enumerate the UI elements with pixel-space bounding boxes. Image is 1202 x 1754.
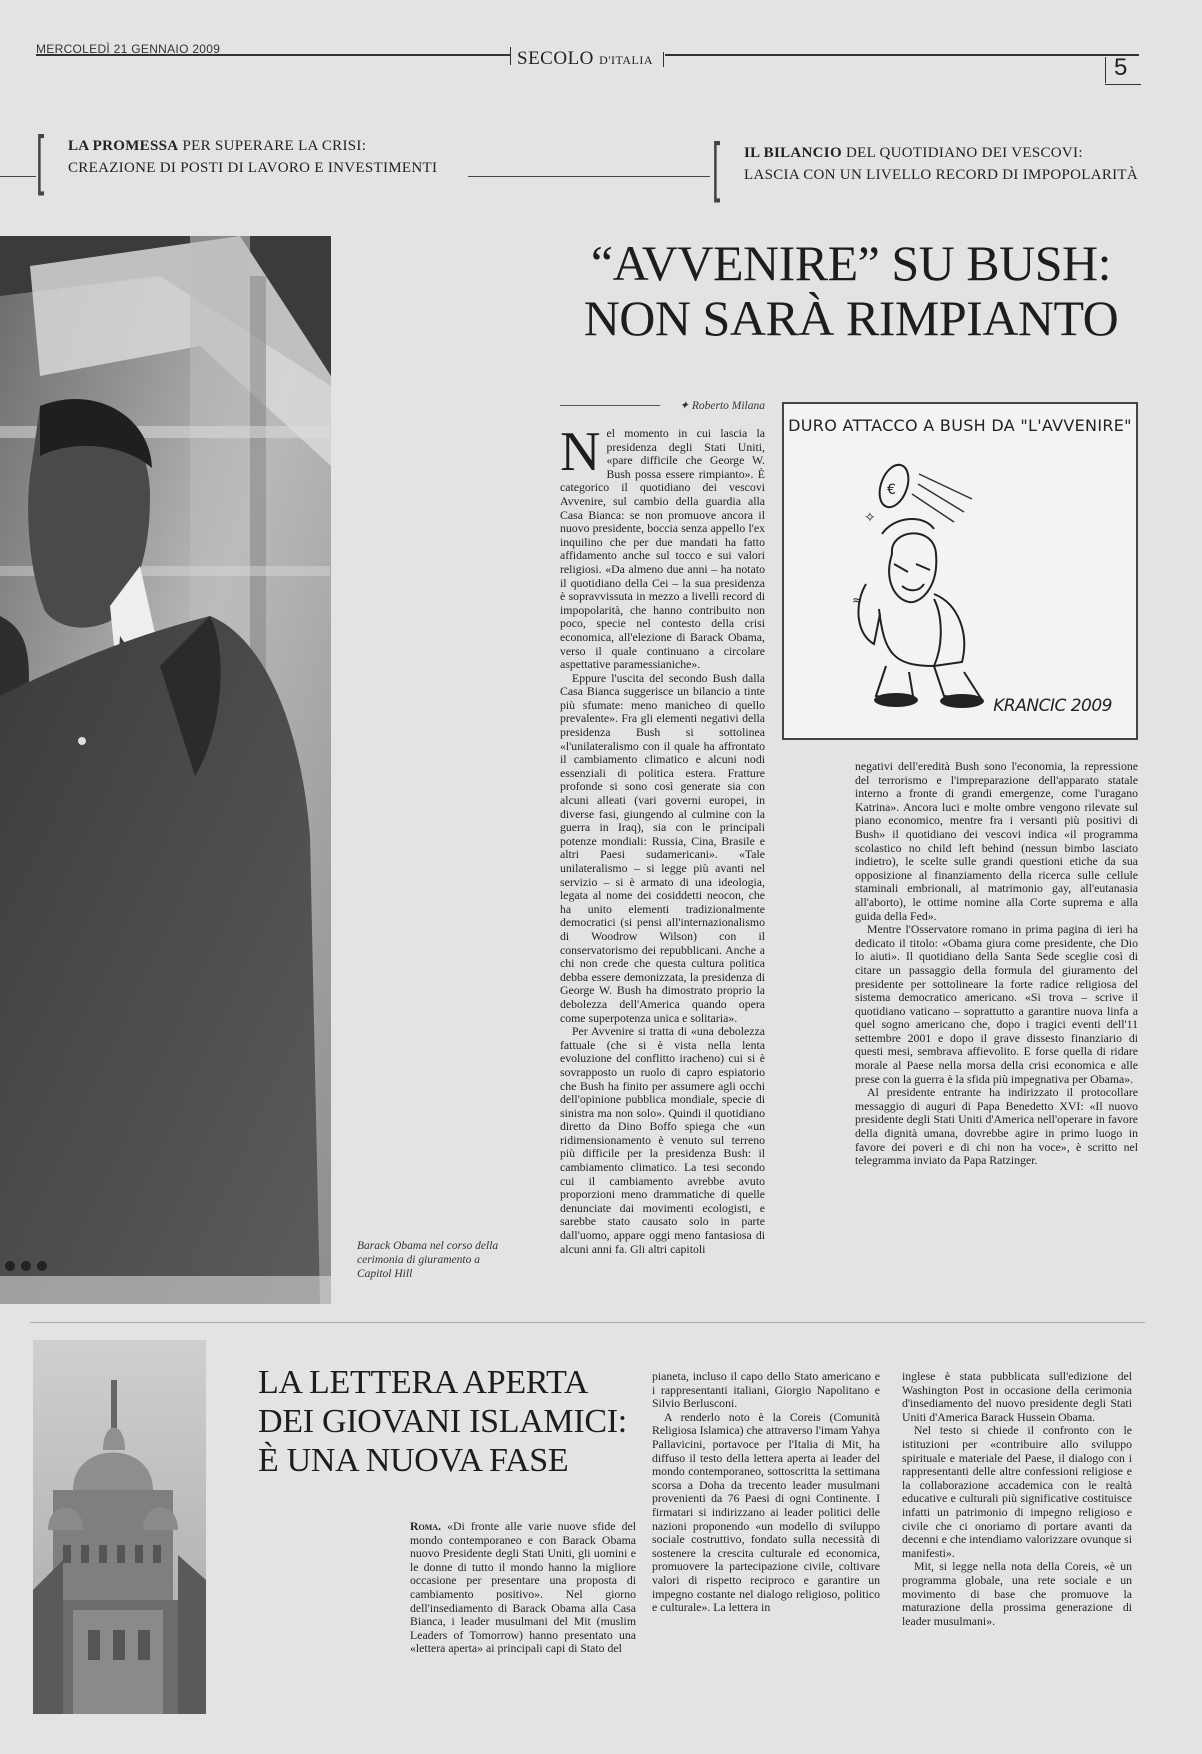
header-divider [663,52,664,67]
kicker-right-rest: DEL QUOTIDIANO DEI VESCOVI: [845,145,1083,161]
second-headline-line1: LA LETTERA APERTA [258,1364,589,1401]
cartoon-title: DURO ATTACCO A BUSH DA "L'AVVENIRE" [788,416,1132,435]
main-headline-line2: NON SARÀ RIMPIANTO [583,290,1119,346]
svg-text:€: € [887,482,896,498]
kicker-left-line2: CREAZIONE DI POSTI DI LAVORO E INVESTIMENTI [68,159,438,176]
main-article-para3: Per Avvenire si tratta di «una debolezza fattuale (che si è vista nella lenta evoluzione del conflitto iracheno) cui si è sovrapposto un ruolo di capro espiatorio che Bush ha finito per assumere agli occhi dell'opinione pubblica mondiale, specie di sinistra ma non solo». Quindi il quotidiano diretto da Dino Boffo spiega che «un ridimensionamento è venuto sul terreno più difficile per la presidenza Bush: il cambiamento climatico. La tesi secondo cui il cambiamento avrebbe avuto proporzioni meno drammatiche di quelle denunciate dai movimenti ecologisti, e sarebbe stato causato solo in parte dall'uomo, appare oggi meno fantasiosa di alcuni anni fa. Gli altri capitoli [560,1024,765,1256]
second-article-col3 [902,1370,1132,1628]
second-headline [258,1363,638,1480]
second-article-col3-para1: inglese è stata pubblicata sull'edizione del Washington Post in occasione della cerimonia d'insediamento del nuovo presidente degli Stati Uniti d'America Barack Hussein Obama. [902,1369,1132,1424]
svg-text:✧: ✧ [864,510,876,526]
obama-photo-image [0,236,331,1304]
right-bracket-icon: [ [712,129,721,203]
masthead-suffix: D'ITALIA [599,53,654,67]
second-article-col3-para3: Mit, si legge nella nota della Coreis, «è un programma globale, una rete sociale e un movimento di base che promuove la maturazione della prossima generazione di leader musulmani». [902,1559,1132,1628]
kicker-right-lead: IL BILANCIO [744,145,842,161]
svg-text:≈: ≈ [852,593,863,607]
second-article-col3-para2: Nel testo si chiede il confronto con le istituzioni per «contribuire allo sviluppo spirituale e materiale del Paese, il dialogo con i rappresentanti delle altre confessioni religiose e la collaborazione accademica con le realtà educative e culturali più significative costituisce infatti un patrimonio di impegno religioso e civile che ci onoriamo di portare avanti da decenni e che intendiamo valorizzare ovunque si manifesti». [902,1423,1132,1560]
second-article-col1 [410,1520,636,1656]
mosque-photo-image [33,1340,206,1714]
left-bracket-icon: [ [36,122,45,196]
cartoon [782,402,1138,740]
mosque-photo [33,1340,206,1714]
main-article-col2 [855,760,1138,1168]
header-divider [510,47,511,65]
section-divider [30,1322,1145,1323]
kicker-rule [0,176,36,177]
main-article-col2-para3: Al presidente entrante ha indirizzato il protocollare messaggio di auguri di Papa Benedetto XVI: «Il nuovo presidente degli Stati Uniti d'America nell'operare in favore della dignità umana, dovrebbe agire in primo luogo in favore dei poveri e di chi non ha voce», è scritto nel telegramma inviato da Papa Ratzinger. [855,1085,1138,1168]
second-article-col2-para2: A renderlo noto è la Coreis (Comunità Religiosa Islamica) che attraverso l'imam Yahya Pallavicini, portavoce per l'Italia di Mit, ha diffuso il testo della lettera aperta ai leader del mondo contemporaneo, sottoscritta la settimana scorsa a Doha da trecento leader musulmani provenienti da 76 Paesi di ogni Continente. I firmatari si indirizzano ai leader politici delle nazioni proponendo «un modello di sviluppo sociale costruttivo, fondato sulla necessità di sostenere la crescita culturale ed economica, promuovere la partecipazione civile, coltivare valori di rispetto reciproco e garantire un impegno costante nel dialogo religioso, politico e culturale». La lettera in [652,1409,880,1615]
issue-date: MERCOLEDÌ 21 GENNAIO 2009 [36,42,221,56]
main-headline-line1: “AVVENIRE” SU BUSH: [590,235,1112,291]
page-number-rule [1105,84,1141,85]
second-article-col2 [652,1370,880,1615]
main-article-col2-para1: negativi dell'eredità Bush sono l'economia, la repressione del terrorismo e l'impreparazione dell'apparato statale interno a fronte di grandi emergenze, come l'uragano Katrina». Ancora luci e molte ombre vengono rilevate sul piano economico, mentre fra i versanti più positivi di Bush» il quotidiano dei vescovi indica «il programma scolastico no child left behind (nessun bimbo lasciato indietro), le scelte sulle grandi questioni etiche da sua opposizione al finanziamento della ricerca sulle cellule staminali embrionali, al matrimonio gay, all'eutanasia all'aborto), le ottime nomine alla Corte suprema e alla guida della Fed». [855,759,1138,923]
second-article-col2-para1: pianeta, incluso il capo dello Stato americano e i rappresentanti italiani, Giorgio Napolitano e Silvio Berlusconi. [652,1369,880,1411]
photo-caption: Barack Obama nel corso della cerimonia di giuramento a Capitol Hill [357,1240,499,1280]
byline-author: Roberto Milana [691,400,765,412]
main-headline [556,236,1146,346]
obama-photo [0,236,331,1304]
kicker-rule [468,176,710,177]
cartoon-drawing [784,404,1136,738]
main-article-para2: Eppure l'uscita del secondo Bush dalla Casa Bianca suggerisce un bilancio a tinte più sfumate: meno manicheo di quello prevalente». Fra gli elementi negativi della presidenza Bush si sottolinea «l'unilateralismo con il quale ha affrontato il cambiamento climatico e alcuni nodi essenziali di politica estera. Fratture profonde si sono così generate sia con alcuni alleati (vari governi europei, in diverse fasi, giungendo al culmine con la guerra in Iraq), sia con le principali potenze mondiali: Russia, Cina, Brasile e altri Paesi sudamericani». «Tale unilateralismo – si legge più avanti nel servizio – si è armato di una ideologia, legata al nome dei cosiddetti neocon, che ha unito elementi tradizionalmente democratici (si pensi all'internazionalismo di Woodrow Wilson) con il conservatorismo dei repubblicani. Anche a chi non crede che questa cultura politica debba essere demonizzata, la presidenza di George W. Bush ha dimostrato proprio la debolezza dell'America quando opera come superpotenza unica e solitaria». [560,670,765,1025]
kicker-right-line2: LASCIA CON UN LIVELLO RECORD DI IMPOPOLARITÀ [744,166,1139,183]
masthead [517,48,653,70]
second-article-para1: «Di fronte alle varie nuove sfide del mondo contemporaneo e con Barack Obama nuovo Presidente degli Stati Uniti, gli uomini e le donne di tutto il mondo hanno la migliore occasione per presentare una proposta di cambiamento positivo». Nel giorno dell'insediamento di Barack Obama alla Casa Bianca, i leader musulmani del Mit (muslim Leaders of Tomorrow) hanno presentato una «lettera aperta» ai principali capi di Stato del [410,1519,636,1656]
header-rule-left [36,54,510,56]
main-article-col2-para2: Mentre l'Osservatore romano in prima pagina di ieri ha dedicato il titolo: «Obama giura come presidente, che Dio lo aiuti». Il quotidiano della Santa Sede sceglie così di citare un passaggio della formula del giuramento del presidente per sottolineare la forte radice religiosa del sistema democratico americano. «Si trova – scrive il quotidiano vaticano – soprattutto a garantire nuova linfa a quel sogno americano che, dopo i tragici eventi dell'11 settembre 2001 e dopo il grave dissesto finanziario di questi mesi, sembrava affievolito. E forse quella di ridare morale al Paese nella morsa della crisi economica e alle prese con la guerra è la sfida più impegnativa per Obama». [855,922,1138,1086]
kicker-left [68,136,468,180]
dateline: Roma. [410,1519,442,1533]
byline: ✦ Roberto Milana [679,400,765,412]
header-rule-right [665,54,1139,56]
main-article-para1: el momento in cui lascia la presidenza degli Stati Uniti, «pare difficile che George W. Bush possa essere rimpianto». È categorico il quotidiano dei vescovi Avvenire, sul cambio della guardia alla Casa Bianca: se non promuove ancora il nuovo presidente, boccia senza appello l'ex inquilino che per due mandati ha fatto affidamento anche sul tocco e sui valori religiosi. «Da almeno due anni – ha notato il quotidiano della Cei – la sua presidenza è sopravvissuta in mezzo a livelli record di impopolarità, che hanno contribuito non poco, specie nel contesto della crisi economica, all'elezione di Barack Obama, verso il quale continuano a circolare aspettative paramessianiche». [560,426,765,672]
page-number-divider [1105,57,1106,83]
second-headline-line2: DEI GIOVANI ISLAMICI: [258,1403,627,1440]
kicker-left-lead: LA PROMESSA [68,138,179,154]
page-number: 5 [1114,54,1128,81]
second-headline-line3: È UNA NUOVA FASE [258,1442,569,1479]
cartoon-signature: KRANCIC 2009 [993,696,1112,716]
kicker-left-rest: PER SUPERARE LA CRISI: [182,138,367,154]
dropcap: N [560,421,601,483]
kicker-right [744,143,1144,187]
main-article-col1 [560,421,765,1256]
masthead-title: SECOLO [517,48,594,69]
